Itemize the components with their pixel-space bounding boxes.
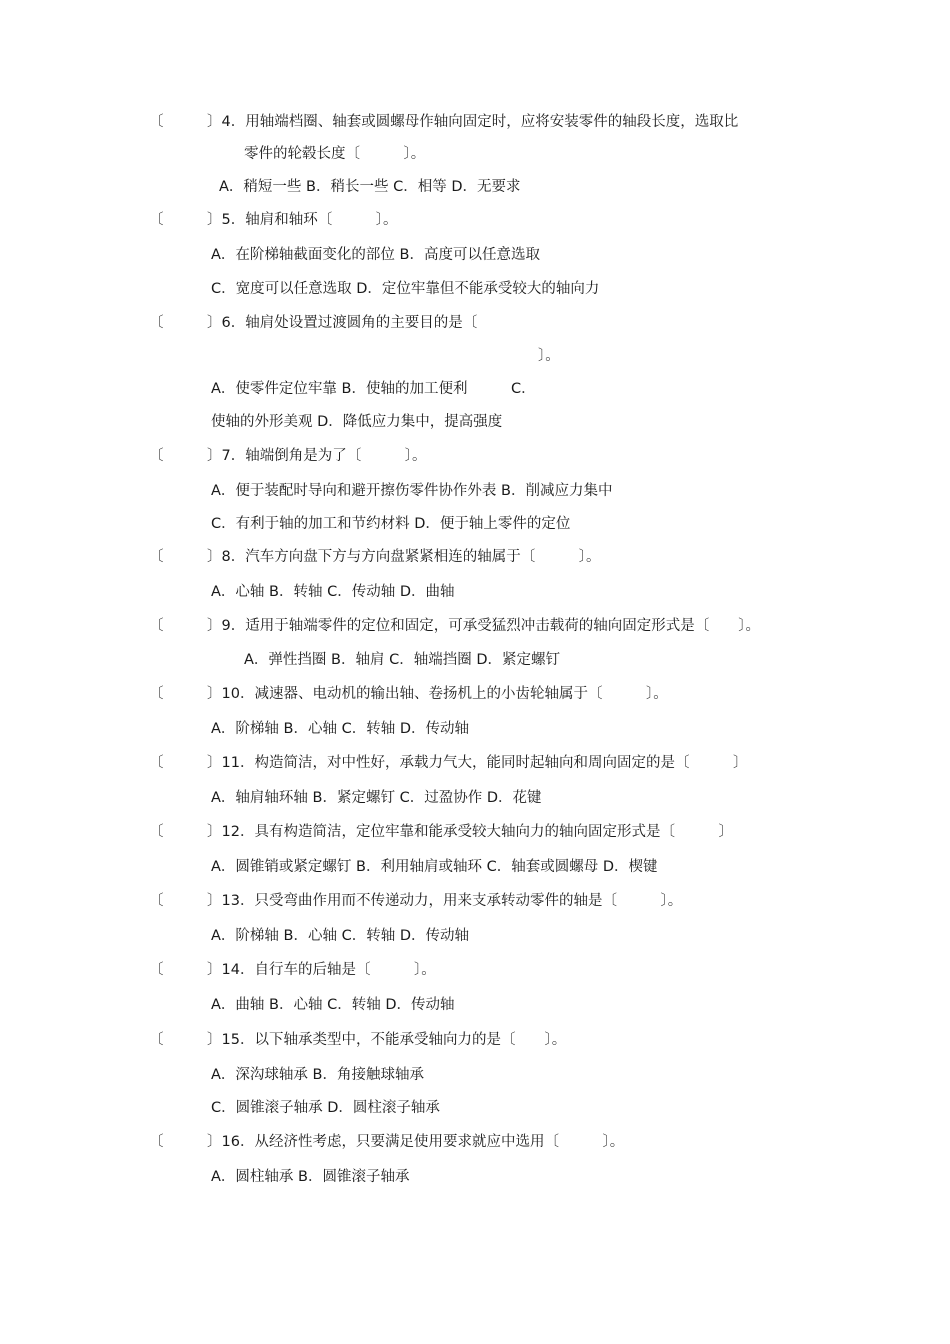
question-8-options: A．心轴 B．转轴 C．传动轴 D．曲轴	[211, 584, 455, 600]
question-15-options-ab: A．深沟球轴承 B．角接触球轴承	[211, 1067, 424, 1083]
question-5-stem: 〔 〕5．轴肩和轴环〔 〕。	[149, 212, 398, 228]
question-10-options: A．阶梯轴 B．心轴 C．转轴 D．传动轴	[211, 721, 469, 737]
question-6-options-abc: A．使零件定位牢靠 B．使轴的加工便利 C．	[211, 381, 536, 397]
question-10-stem: 〔 〕10．减速器、电动机的输出轴、卷扬机上的小齿轮轴属于〔 〕。	[149, 686, 668, 702]
question-4-options: A．稍短一些 B．稍长一些 C．相等 D．无要求	[219, 179, 521, 195]
question-5-options-ab: A．在阶梯轴截面变化的部位 B．高度可以任意选取	[211, 247, 540, 263]
question-4-stem: 〔 〕4．用轴端档圈、轴套或圆螺母作轴向固定时，应将安装零件的轴段长度，选取比	[149, 114, 739, 130]
question-14-stem: 〔 〕14．自行车的后轴是〔 〕。	[149, 962, 436, 978]
question-16-stem: 〔 〕16．从经济性考虑，只要满足使用要求就应中选用〔 〕。	[149, 1134, 625, 1150]
question-8-stem: 〔 〕8．汽车方向盘下方与方向盘紧紧相连的轴属于〔 〕。	[149, 549, 601, 565]
question-9-options: A．弹性挡圈 B．轴肩 C．轴端挡圈 D．紧定螺钉	[244, 652, 560, 668]
question-6-options-cd: 使轴的外形美观 D．降低应力集中，提高强度	[211, 414, 503, 430]
question-7-options-ab: A．便于装配时导向和避开擦伤零件协作外表 B．削减应力集中	[211, 483, 613, 499]
question-15-stem: 〔 〕15．以下轴承类型中，不能承受轴向力的是〔 〕。	[149, 1032, 567, 1048]
question-11-stem: 〔 〕11．构造简洁，对中性好，承载力气大，能同时起轴向和周向固定的是〔 〕	[149, 755, 748, 771]
question-15-options-cd: C．圆锥滚子轴承 D．圆柱滚子轴承	[211, 1100, 440, 1116]
question-16-options: A．圆柱轴承 B．圆锥滚子轴承	[211, 1169, 410, 1185]
question-4-stem-continued: 零件的轮毂长度〔 〕。	[244, 146, 426, 162]
question-14-options: A．曲轴 B．心轴 C．转轴 D．传动轴	[211, 997, 455, 1013]
question-7-stem: 〔 〕7．轴端倒角是为了〔 〕。	[149, 448, 427, 464]
question-13-options: A．阶梯轴 B．心轴 C．转轴 D．传动轴	[211, 928, 469, 944]
question-13-stem: 〔 〕13．只受弯曲作用而不传递动力，用来支承转动零件的轴是〔 〕。	[149, 893, 683, 909]
question-7-options-cd: C．有利于轴的加工和节约材料 D．便于轴上零件的定位	[211, 516, 571, 532]
question-9-stem: 〔 〕9．适用于轴端零件的定位和固定，可承受猛烈冲击载荷的轴向固定形式是〔 〕。	[149, 618, 760, 634]
question-12-options: A．圆锥销或紧定螺钉 B．利用轴肩或轴环 C．轴套或圆螺母 D．楔键	[211, 859, 658, 875]
question-12-stem: 〔 〕12．具有构造简洁，定位牢靠和能承受较大轴向力的轴向固定形式是〔 〕	[149, 824, 733, 840]
question-6-stem-continued: 〕。	[538, 348, 560, 364]
question-5-options-cd: C．宽度可以任意选取 D．定位牢靠但不能承受较大的轴向力	[211, 281, 600, 297]
question-6-stem: 〔 〕6．轴肩处设置过渡圆角的主要目的是〔	[149, 315, 478, 331]
question-11-options: A．轴肩轴环轴 B．紧定螺钉 C．过盈协作 D．花键	[211, 790, 542, 806]
